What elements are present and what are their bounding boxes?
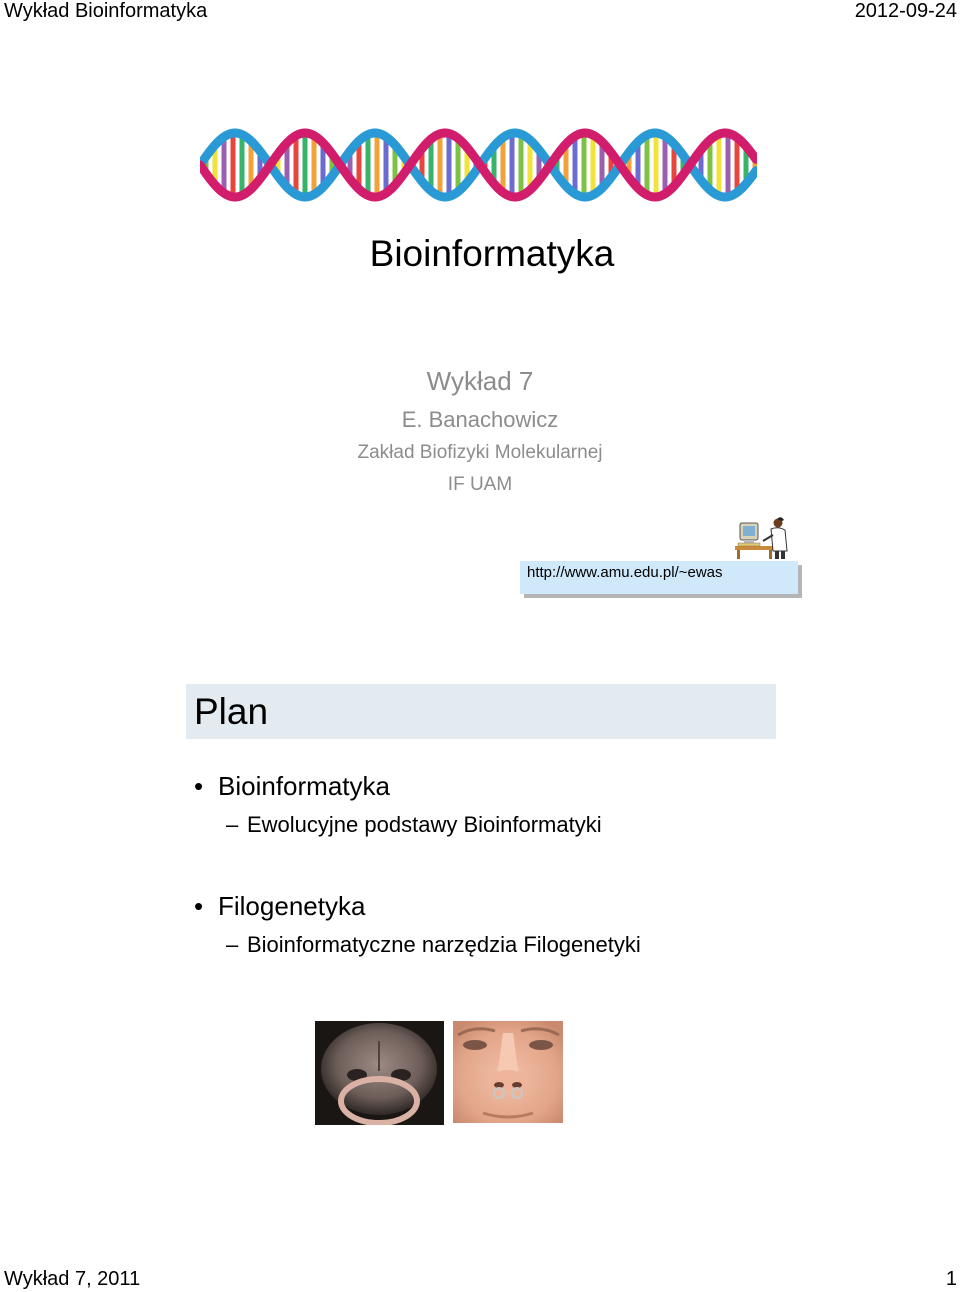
bullet-text: Filogenetyka	[218, 891, 366, 921]
page-footer-label: Wykład 7, 2011	[4, 1268, 141, 1290]
slide-title: Bioinformatyka	[369, 233, 615, 274]
dash-icon: –	[226, 932, 239, 957]
lecture-number: Wykład 7	[426, 366, 534, 396]
human-nose-ring-photo	[453, 1021, 563, 1123]
page-header-date: 2012-09-24	[854, 0, 957, 22]
page-header-title: Wykład Bioinformatyka	[4, 0, 208, 22]
dna-helix-image	[200, 125, 757, 205]
author-name: E. Banachowicz	[401, 407, 559, 432]
bullet-dot-icon: •	[194, 771, 204, 801]
bull-nose-ring-photo	[315, 1021, 444, 1125]
url-box	[520, 561, 798, 594]
scientist-at-computer-icon	[733, 515, 793, 560]
institute-name: IF UAM	[447, 474, 513, 495]
department-name: Zakład Biofizyki Molekularnej	[357, 442, 603, 463]
page-number: 1	[945, 1268, 957, 1290]
sub-bullet-text: Bioinformatyczne narzędzia Filogenetyki	[247, 932, 641, 957]
plan-heading-bar	[186, 684, 776, 739]
bullet-dot-icon: •	[194, 891, 204, 921]
bullet-text: Bioinformatyka	[218, 771, 390, 801]
url-text: http://www.amu.edu.pl/~ewas	[527, 564, 723, 581]
plan-heading: Plan	[194, 691, 269, 732]
sub-bullet-text: Ewolucyjne podstawy Bioinformatyki	[247, 812, 602, 837]
dash-icon: –	[226, 812, 239, 837]
